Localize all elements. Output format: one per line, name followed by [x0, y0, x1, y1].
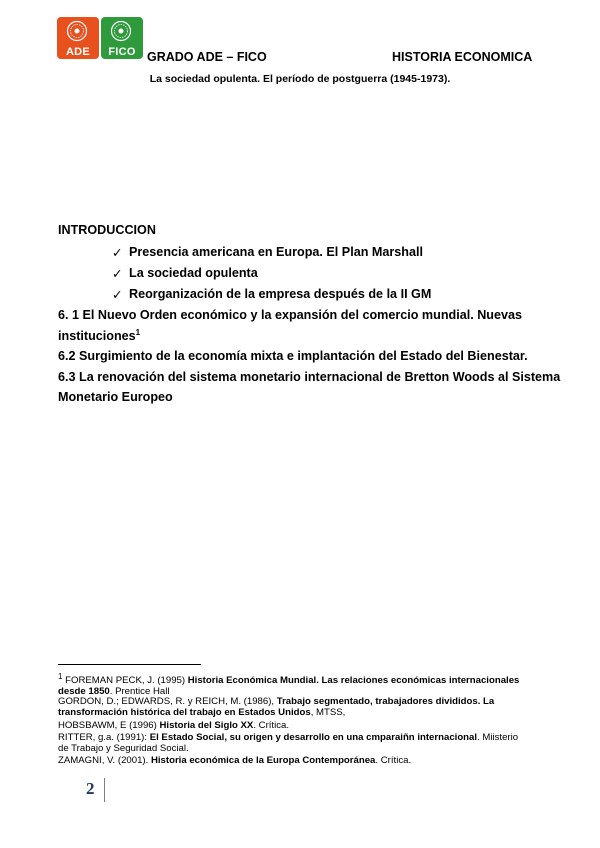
footnote-ref-ritter — [58, 733, 550, 754]
bullet-item: La sociedad opulenta — [129, 266, 258, 280]
footnote-author: FOREMAN PECK, J. (1995) — [62, 675, 188, 687]
page-number-divider — [104, 778, 105, 802]
header-subject-title: HISTORIA ECONOMICA — [392, 50, 533, 64]
footnote-publisher-cont: de Trabajo y Seguridad Social. — [58, 742, 189, 754]
footnote-separator — [58, 664, 201, 665]
footnote-title: Historia del Siglo XX — [159, 720, 254, 731]
section-6-1-heading — [58, 308, 522, 322]
check-icon: ✓ — [112, 267, 123, 281]
ade-logo-label: ADE — [65, 46, 91, 58]
footnote-ref-zamagni — [58, 756, 550, 767]
check-icon: ✓ — [112, 246, 123, 260]
footnote-author: ZAMAGNI, V. (2001). — [58, 755, 151, 766]
footnote-ref-gordon — [58, 697, 550, 718]
footnote-publisher: . Crítica. — [253, 720, 290, 731]
footnote-number: 1 — [58, 672, 63, 681]
footnote-title: Historia Económica Mundial. Las relaciones económicas internacionales — [187, 675, 520, 687]
bullet-item: Presencia americana en Europa. El Plan Marshall — [129, 245, 423, 259]
footnote-title: Trabajo segmentado, trabajadores divididos. La — [276, 696, 495, 707]
intro-heading: INTRODUCCION — [58, 223, 156, 237]
document-subtitle: La sociedad opulenta. El período de postguerra (1945-1973). — [149, 73, 451, 85]
footnote-title-cont: desde 1850 — [58, 685, 110, 697]
section-6-1-line1: 6. 1 El Nuevo Orden económico y la expansión del comercio mundial. Nuevas — [58, 308, 523, 322]
footnote-author: GORDON, D.; EDWARDS, R. y REICH, M. (1986), — [58, 696, 277, 707]
footnote-publisher: . Miisterio — [477, 732, 519, 743]
fico-seal-icon — [110, 20, 132, 42]
footnote-ref-1: 1 — [135, 328, 141, 337]
footnote-title: Historia económica de la Europa Contemporánea — [150, 755, 376, 766]
ade-seal-icon — [66, 20, 88, 42]
footnote-publisher: . Crítica. — [375, 755, 412, 766]
section-6-3-heading: 6.3 La renovación del sistema monetario internacional de Bretton Woods al Sistema — [58, 370, 561, 384]
section-6-1-heading-cont — [58, 328, 140, 343]
ade-logo — [57, 17, 99, 59]
bullet-item: Reorganización de la empresa después de la II GM — [129, 287, 432, 301]
check-icon: ✓ — [112, 288, 123, 302]
section-6-1-line2: instituciones — [58, 329, 136, 344]
header-course-title: GRADO ADE – FICO — [147, 50, 267, 64]
page-number: 2 — [86, 779, 95, 798]
footnote-ref-hobsbawm — [58, 721, 550, 732]
section-6-3-heading-cont: Monetario Europeo — [58, 390, 173, 404]
footnote-publisher: . Prentice Hall — [109, 685, 170, 697]
fico-logo — [101, 17, 143, 59]
footnote-author: RITTER, g.a. (1991): — [58, 732, 150, 743]
section-6-2-heading: 6.2 Surgimiento de la economía mixta e implantación del Estado del Bienestar. — [58, 349, 528, 363]
fico-logo-label: FICO — [108, 46, 136, 58]
footnote-publisher: , MTSS, — [310, 706, 346, 718]
footnote-title: El Estado Social, su origen y desarrollo en una cmparaiñn internacional — [149, 732, 478, 743]
footnote-1 — [58, 672, 550, 697]
footnote-title-cont: transformación histórica del trabajo en Estados Unidos — [58, 706, 311, 718]
footnote-author: HOBSBAWM, E (1996) — [58, 720, 160, 731]
